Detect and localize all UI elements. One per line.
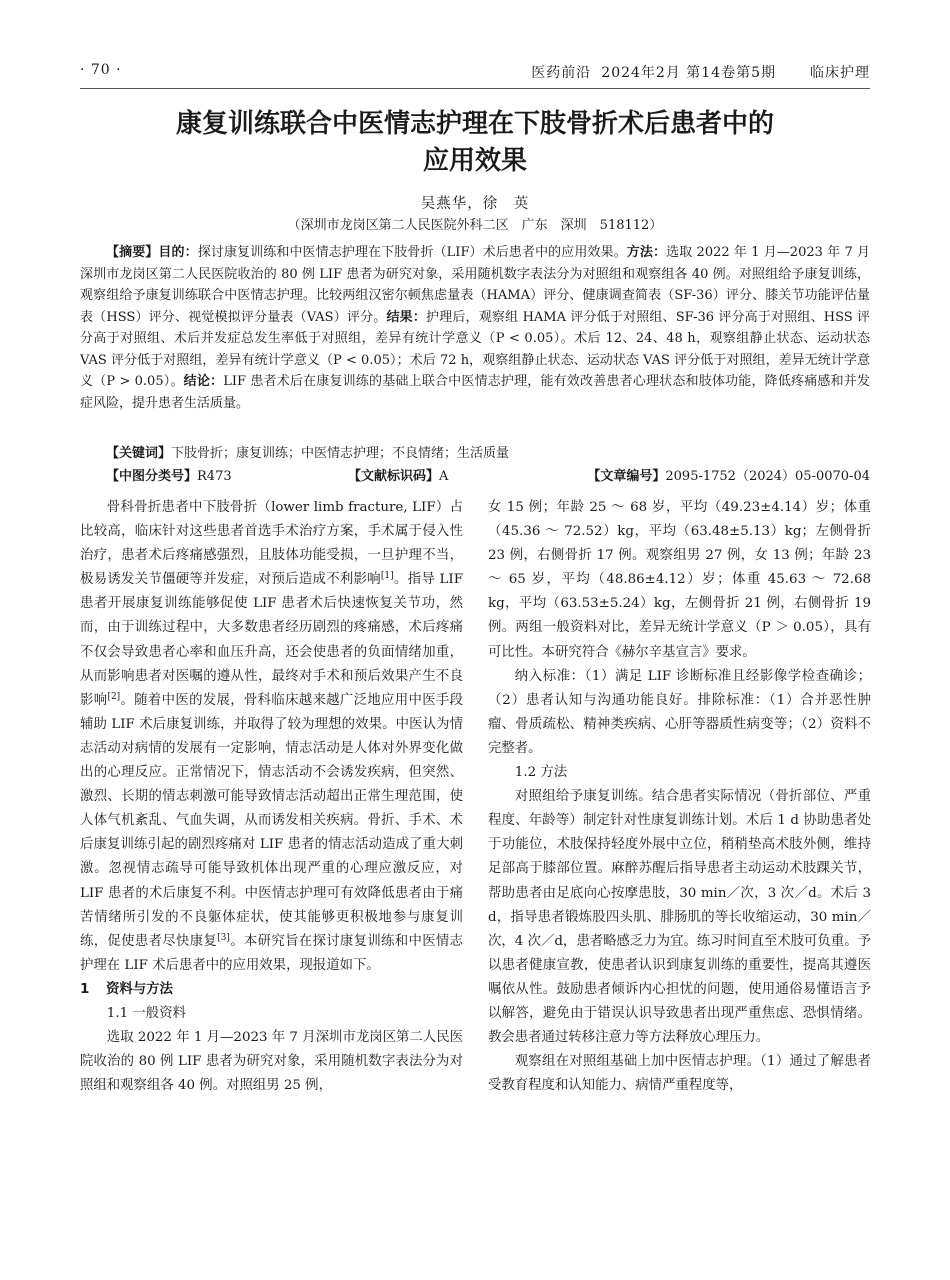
intro-text-a: 骨科骨折患者中下肢骨折（lower limb fracture, LIF）占比较高，临床针对这些患者首选手术治疗方案，手术属于侵入性治疗，患者术后疼痛感强烈，且肢体功能受损，一旦护理不当，极易诱发关节僵硬等并发症，对预后造成不利影响 <box>80 500 463 588</box>
abstract-methods: 选取 2022 年 1 月—2023 年 7 月深圳市龙岗区第二人民医院收治的 80 例 LIF 患者为研究对象，采用随机数字表法分为对照组和观察组各 40 例。对照组给予康复训练，观察组给予康复训练联合中医情志护理。比较两组汉密尔顿焦虑量表（HAMA）评分、健康调查简表（SF-36）评分、膝关节功能评估量表（HSS）评分、视觉模拟评分量表（VAS）评分。 <box>80 245 870 325</box>
journal-name: 医药前沿 <box>531 65 592 81</box>
page-number: · 70 · <box>80 62 122 78</box>
title-line-1: 康复训练联合中医情志护理在下肢骨折术后患者中的 <box>175 109 774 139</box>
section-1-2-heading: 1.2 方法 <box>514 765 568 781</box>
doc-value: A <box>439 469 449 484</box>
abstract-methods-label: 方法： <box>626 245 667 260</box>
clc-label: 【中图分类号】 <box>106 469 198 484</box>
clc-value: R473 <box>197 469 232 484</box>
abstract-conclusion: LIF 患者术后在康复训练的基础上联合中医情志护理，能有效改善患者心理状态和肢体功能，降低疼痛感和并发症风险，提升患者生活质量。 <box>80 374 870 411</box>
citation-2[interactable]: [2] <box>107 691 121 702</box>
citation-3[interactable]: [3] <box>217 932 230 943</box>
general-data-continued: 女 15 例；年龄 25 ～ 68 岁，平均（49.23±4.14）岁；体重（45.36 ～ 72.52）kg，平均（63.48±5.13）kg；左侧骨折 23 例，右侧骨折 17 例。观察组男 27 例，女 13 例；年龄 23 ～ 65 岁，平均（48.86±4.12）岁；体重 45.63 ～ 72.68 kg，平均（63.53±5.24）kg，左侧骨折 21 例，右侧骨折 19 例。两组一般资料对比，差异无统计学意义（P ＞ 0.05），具有可比性。本研究符合《赫尔辛基宣言》要求。 <box>488 500 871 660</box>
affiliation: （深圳市龙岗区第二人民医院外科二区 广东 深圳 518112） <box>287 218 663 233</box>
section-1-heading <box>80 978 463 1002</box>
intro-text-c: 。随着中医的发展，骨科临床越来越广泛地应用中医手段辅助 LIF 术后康复训练，并取得了较为理想的效果。中医认为情志活动对病情的发展有一定影响，情志活动是人体对外界变化做出的心理反应。正常情况下，情志活动不会诱发疾病，但突然、激烈、长期的情志刺激可能导致情志活动超出正常生理范围，使人体气机紊乱、气血失调，从而诱发相关疾病。骨折、手术、术后康复训练引起的剧烈疼痛对 LIF 患者的情志活动造成了重大刺激。忽视情志疏导可能导致机体出现严重的心理应激反应，对 LIF 患者的术后康复不利。中医情志护理可有效降低患者由于痛苦情绪所引发的不良躯体症状，使其能够更积极地参与康复训练，促使患者尽快康复 <box>80 692 464 949</box>
journal-section: 临床护理 <box>810 65 870 81</box>
intro-text-b: 。指导 LIF 患者开展康复训练能够促使 LIF 患者术后快速恢复关节功，然而，由于训练过程中，大多数患者经历剧烈的疼痛感，术后疼痛不仅会导致患者心率和血压升高，还会使患者的负面情绪加重，从而影响患者对医嘱的遵从性，最终对手术和预后效果产生不良影响 <box>80 572 464 708</box>
abstract-objective: 探讨康复训练和中医情志护理在下肢骨折（LIF）术后患者中的应用效果。 <box>197 245 627 260</box>
authors: 吴燕华，徐 英 <box>420 196 530 212</box>
journal-info <box>521 62 870 82</box>
doc-label: 【文献标识码】 <box>348 469 440 484</box>
body-column-right <box>488 496 871 1098</box>
abstract-results: 护理后，观察组 HAMA 评分低于对照组、SF-36 评分高于对照组、HSS 评分高于对照组、术后并发症总发生率低于对照组，差异有统计学意义（P < 0.05）。术后 12、24、48 h，观察组静止状态、运动状态 VAS 评分低于对照组，差异有统计学意义（P < 0.05）；术后 72 h，观察组静止状态、运动状态 VAS 评分低于对照组，差异无统计学意义（P > 0.05）。 <box>80 309 870 389</box>
intro-paragraph <box>80 496 463 978</box>
abstract <box>80 242 870 414</box>
keywords-text: 下肢骨折；康复训练；中医情志护理；不良情绪；生活质量 <box>171 446 510 461</box>
document-code <box>348 465 448 484</box>
title-line-2: 应用效果 <box>422 146 527 176</box>
abstract-results-label: 结果： <box>386 309 427 325</box>
criteria-paragraph: 纳入标准：（1）满足 LIF 诊断标准且经影像学检查确诊；（2）患者认知与沟通功能良好。排除标准：（1）合并恶性肿瘤、骨质疏松、精神类疾病、心肝等器质性病变等；（2）资料不完整者。 <box>488 668 871 756</box>
running-header <box>80 62 870 86</box>
abstract-objective-label: 目的： <box>158 245 198 260</box>
intro-text-d: 。本研究旨在探讨康复训练和中医情志护理在 LIF 术后患者中的应用效果，现报道如下。 <box>80 933 464 973</box>
abstract-conclusion-label: 结论： <box>183 374 224 389</box>
journal-issue: 2024年2月 第14卷第5期 <box>601 65 776 81</box>
observation-method-paragraph: 观察组在对照组基础上加中医情志护理。（1）通过了解患者受教育程度和认知能力、病情严重程度等， <box>488 1054 871 1094</box>
section-1-number: 1 <box>80 981 90 997</box>
body-column-left <box>80 496 463 1098</box>
keywords <box>80 442 870 461</box>
article-number <box>587 465 870 484</box>
keywords-label: 【关键词】 <box>106 446 172 461</box>
section-1-title: 资料与方法 <box>106 981 173 997</box>
article-meta <box>80 465 870 485</box>
abstract-label: 【摘要】 <box>106 245 159 260</box>
general-data-paragraph: 选取 2022 年 1 月—2023 年 7 月深圳市龙岗区第二人民医院收治的 80 例 LIF 患者为研究对象，采用随机数字表法分为对照组和观察组各 40 例。对照组男 25 例， <box>80 1030 463 1094</box>
header-divider <box>80 88 870 89</box>
control-method-paragraph: 对照组给予康复训练。结合患者实际情况（骨折部位、严重程度、年龄等）制定针对性康复训练计划。术后 1 d 协助患者处于功能位，术肢保持轻度外展中立位，稍稍垫高术肢外侧，维持足部高于膝部位置。麻醉苏醒后指导患者主动运动术肢踝关节，帮助患者由足底向心按摩患肢，30 min／次，3 次／d。术后 3 d，指导患者锻炼股四头肌、腓肠肌的等长收缩运动，30 min／次，4 次／d，患者略感乏力为宜。练习时间直至术肢可负重。予以患者健康宣教，使患者认识到康复训练的重要性，提高其遵医嘱依从性。鼓励患者倾诉内心担忧的问题，使用通俗易懂语言予以解答，避免由于错误认识导致患者出现严重焦虑、恐惧情绪。教会患者通过转移注意力等方法释放心理压力。 <box>488 789 871 1046</box>
art-label: 【文章编号】 <box>587 469 666 484</box>
art-value: 2095-1752（2024）05-0070-04 <box>665 469 870 484</box>
citation-1[interactable]: [1] <box>380 571 394 582</box>
section-1-1-heading: 1.1 一般资料 <box>106 1005 186 1021</box>
article-title <box>80 106 870 180</box>
clc-number <box>106 465 232 484</box>
